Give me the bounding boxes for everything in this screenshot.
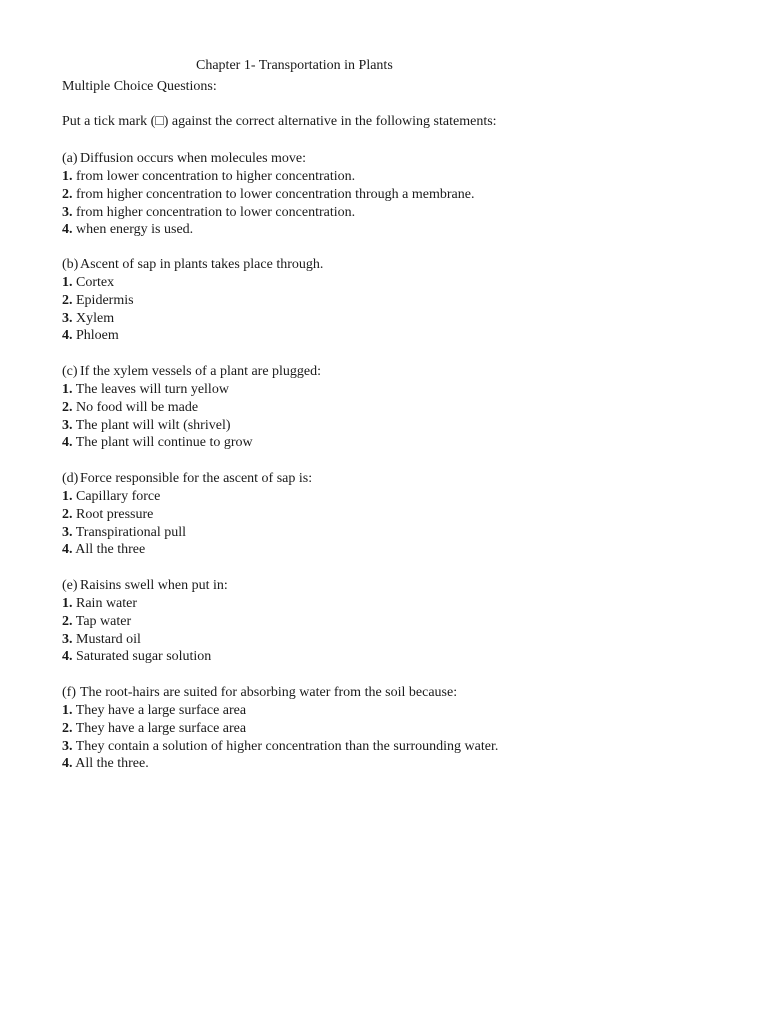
question-label: (e)	[62, 578, 78, 593]
option-text: Phloem	[76, 328, 119, 344]
question-text: Diffusion occurs when molecules move:	[80, 151, 307, 166]
option-text: They have a large surface area	[75, 703, 247, 718]
option-text: The plant will wilt (shrivel)	[75, 417, 231, 433]
document-title: Chapter 1- Transportation in Plants	[196, 58, 393, 73]
option-text: All the three	[75, 542, 146, 558]
question-label: (b)	[62, 257, 79, 272]
question-e	[62, 577, 742, 666]
option-number: 3.	[62, 310, 73, 326]
question-label: (d)	[62, 471, 79, 486]
option-text: No food will be made	[76, 399, 199, 415]
option-number: 4.	[62, 649, 73, 665]
option-number: 1.	[62, 382, 73, 397]
option-text: Xylem	[76, 310, 115, 326]
option-text: The leaves will turn yellow	[75, 382, 229, 397]
option-number: 2.	[62, 186, 73, 202]
option-number: 3.	[62, 738, 73, 754]
option-text: Cortex	[76, 275, 115, 290]
option-number: 2.	[62, 506, 73, 522]
option	[62, 488, 742, 506]
option-text: from higher concentration to lower concentration.	[76, 204, 356, 220]
option	[62, 702, 742, 720]
question-f	[62, 684, 742, 773]
option-text: Saturated sugar solution	[76, 649, 212, 665]
question-text: If the xylem vessels of a plant are plugged:	[80, 364, 322, 379]
option-number: 3.	[62, 631, 73, 647]
question-label: (c)	[62, 364, 78, 379]
option-number: 1.	[62, 489, 73, 504]
option	[62, 381, 742, 399]
question-b	[62, 256, 742, 345]
option-number: 4.	[62, 222, 73, 238]
option	[62, 434, 742, 452]
option-text: Transpirational pull	[75, 524, 187, 540]
question-label: (a)	[62, 151, 78, 166]
option	[62, 327, 742, 345]
option	[62, 292, 742, 310]
option-number: 1.	[62, 596, 73, 611]
option	[62, 595, 742, 613]
option-number: 4.	[62, 435, 73, 451]
option-number: 2.	[62, 292, 73, 308]
option	[62, 417, 742, 435]
option	[62, 738, 742, 756]
instruction-text: Put a tick mark (□) against the correct alternative in the following statements:	[62, 114, 497, 129]
option-number: 4.	[62, 328, 73, 344]
question-text: Ascent of sap in plants takes place through.	[80, 257, 324, 272]
question-d	[62, 470, 742, 559]
question-label: (f)	[62, 685, 76, 700]
option	[62, 524, 742, 542]
option-text: from lower concentration to higher concentration.	[76, 169, 356, 184]
option-number: 2.	[62, 613, 73, 629]
option-text: Root pressure	[76, 506, 154, 522]
option	[62, 506, 742, 524]
option-text: Epidermis	[76, 292, 134, 308]
option-number: 1.	[62, 275, 73, 290]
option	[62, 204, 742, 222]
option-number: 2.	[62, 720, 73, 736]
option	[62, 613, 742, 631]
option-number: 3.	[62, 524, 73, 540]
option-text: They have a large surface area	[75, 720, 247, 736]
question-a	[62, 150, 742, 239]
option	[62, 221, 742, 239]
option-text: Capillary force	[76, 489, 161, 504]
option-number: 3.	[62, 417, 73, 433]
option	[62, 720, 742, 738]
option	[62, 168, 742, 186]
option	[62, 755, 742, 773]
option	[62, 399, 742, 417]
option	[62, 631, 742, 649]
question-c	[62, 363, 742, 452]
option	[62, 186, 742, 204]
option-number: 3.	[62, 204, 73, 220]
section-heading: Multiple Choice Questions:	[62, 79, 217, 94]
option	[62, 274, 742, 292]
option-number: 2.	[62, 399, 73, 415]
option	[62, 310, 742, 328]
option-number: 4.	[62, 542, 73, 558]
option-number: 4.	[62, 756, 73, 772]
option-number: 1.	[62, 703, 73, 718]
option-text: They contain a solution of higher concentration than the surrounding water.	[75, 738, 499, 754]
question-text: The root-hairs are suited for absorbing water from the soil because:	[80, 685, 458, 700]
option-text: Tap water	[75, 613, 132, 629]
option-text: The plant will continue to grow	[75, 435, 253, 451]
option-text: Rain water	[76, 596, 138, 611]
option-text: Mustard oil	[76, 631, 141, 647]
option	[62, 541, 742, 559]
option-number: 1.	[62, 169, 73, 184]
option	[62, 648, 742, 666]
question-text: Force responsible for the ascent of sap is:	[80, 471, 313, 486]
option-text: from higher concentration to lower concentration through a membrane.	[76, 186, 475, 202]
question-text: Raisins swell when put in:	[80, 578, 228, 593]
option-text: when energy is used.	[76, 222, 194, 238]
option-text: All the three.	[75, 756, 149, 772]
